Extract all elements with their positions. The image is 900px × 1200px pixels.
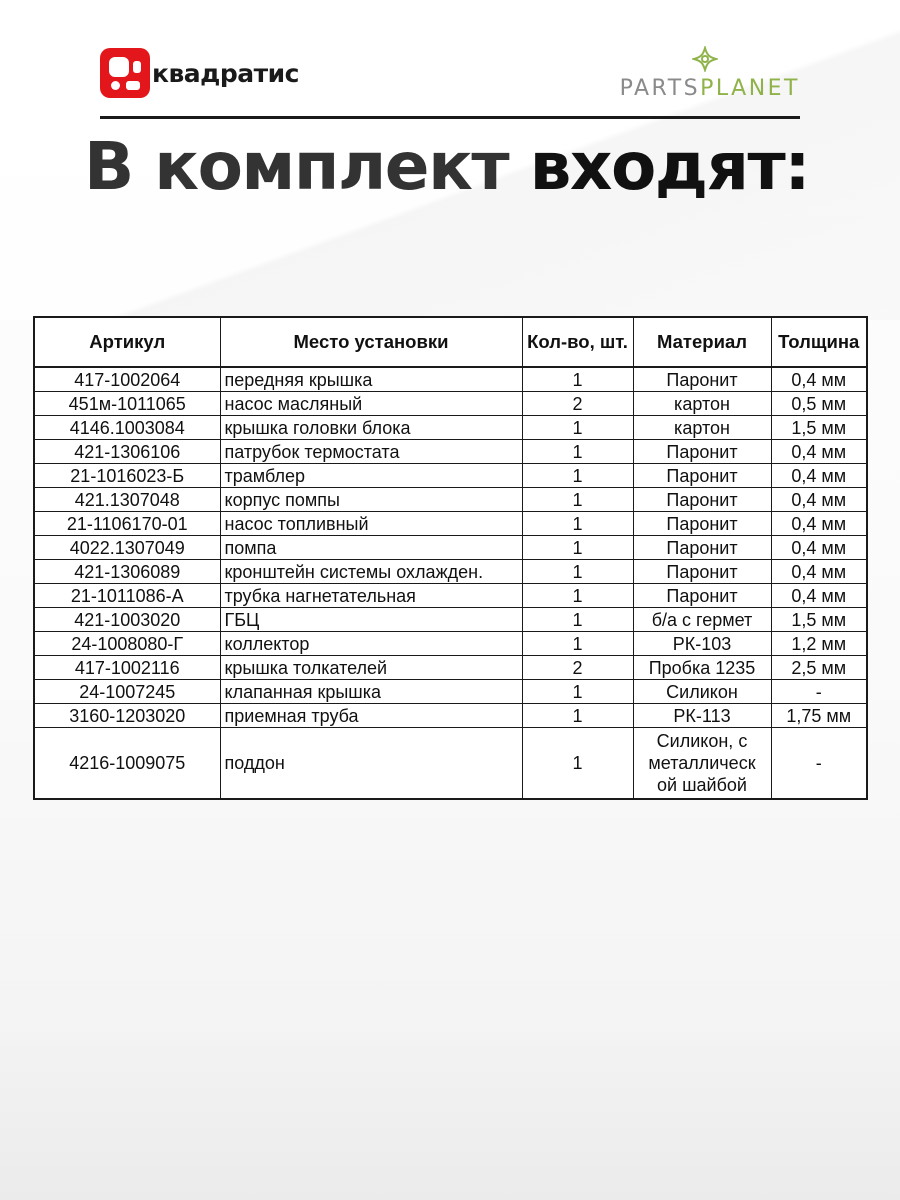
cell-location: насос топливный [220,512,522,536]
cell-article: 3160-1203020 [34,704,220,728]
cell-thickness: 1,2 мм [771,632,867,656]
cell-thickness: 0,4 мм [771,464,867,488]
cell-material: Паронит [633,440,771,464]
cell-thickness: 0,4 мм [771,440,867,464]
cell-quantity: 1 [522,440,633,464]
table-row [34,512,867,536]
cell-location: трубка нагнетательная [220,584,522,608]
table-row [34,680,867,704]
cell-quantity: 1 [522,512,633,536]
cell-thickness: 1,75 мм [771,704,867,728]
cell-article: 4146.1003084 [34,416,220,440]
header-divider [100,116,800,119]
cell-material: Паронит [633,560,771,584]
table-row [34,488,867,512]
cell-quantity: 1 [522,608,633,632]
partsplanet-logo-text: PARTSPLANET [619,76,800,101]
cell-article: 417-1002116 [34,656,220,680]
cell-material: б/а с гермет [633,608,771,632]
cell-material: Силикон, с металлическ ой шайбой [633,728,771,800]
cell-article: 24-1008080-Г [34,632,220,656]
cell-material: РК-103 [633,632,771,656]
cell-quantity: 2 [522,656,633,680]
table-header-row [34,317,867,367]
cell-article: 4216-1009075 [34,728,220,800]
table-row [34,704,867,728]
cell-material: картон [633,416,771,440]
cell-material: РК-113 [633,704,771,728]
header-location: Место установки [220,317,522,367]
cell-article: 421-1306106 [34,440,220,464]
cell-location: передняя крышка [220,367,522,392]
cell-location: ГБЦ [220,608,522,632]
table-row [34,656,867,680]
cell-quantity: 1 [522,488,633,512]
cell-quantity: 2 [522,392,633,416]
cell-thickness: 1,5 мм [771,416,867,440]
table-row [34,536,867,560]
cell-quantity: 1 [522,728,633,800]
partsplanet-star-icon [692,46,718,72]
cell-quantity: 1 [522,560,633,584]
cell-thickness: 0,4 мм [771,584,867,608]
cell-quantity: 1 [522,367,633,392]
cell-location: поддон [220,728,522,800]
cell-thickness: 0,4 мм [771,367,867,392]
cell-material: Паронит [633,584,771,608]
cell-material: Паронит [633,536,771,560]
table-row [34,367,867,392]
header-material: Материал [633,317,771,367]
cell-article: 21-1011086-А [34,584,220,608]
cell-article: 24-1007245 [34,680,220,704]
cell-location: корпус помпы [220,488,522,512]
table-row [34,728,867,800]
cell-location: помпа [220,536,522,560]
cell-quantity: 1 [522,584,633,608]
partsplanet-logo [610,46,800,102]
cell-thickness: 0,4 мм [771,560,867,584]
header-article: Артикул [34,317,220,367]
cell-article: 4022.1307049 [34,536,220,560]
cell-material: Паронит [633,464,771,488]
table-row [34,560,867,584]
cell-article: 421-1003020 [34,608,220,632]
cell-location: крышка головки блока [220,416,522,440]
cell-thickness: 2,5 мм [771,656,867,680]
cell-material: Паронит [633,488,771,512]
cell-material: картон [633,392,771,416]
header-quantity: Кол-во, шт. [522,317,633,367]
table-row [34,392,867,416]
cell-thickness: 0,4 мм [771,512,867,536]
table-row [34,608,867,632]
cell-location: клапанная крышка [220,680,522,704]
cell-thickness: 0,5 мм [771,392,867,416]
table-row [34,440,867,464]
cell-thickness: 0,4 мм [771,488,867,512]
cell-quantity: 1 [522,704,633,728]
cell-location: коллектор [220,632,522,656]
cell-location: крышка толкателей [220,656,522,680]
table-row [34,416,867,440]
cell-quantity: 1 [522,536,633,560]
table-row [34,464,867,488]
cell-location: приемная труба [220,704,522,728]
cell-article: 421.1307048 [34,488,220,512]
cell-article: 417-1002064 [34,367,220,392]
kvadratis-logo-text: квадратис [152,58,299,88]
cell-thickness: 1,5 мм [771,608,867,632]
cell-article: 421-1306089 [34,560,220,584]
cell-quantity: 1 [522,680,633,704]
cell-location: патрубок термостата [220,440,522,464]
page-title: В комплект входят: [84,128,810,205]
cell-location: трамблер [220,464,522,488]
cell-article: 21-1106170-01 [34,512,220,536]
cell-article: 451м-1011065 [34,392,220,416]
cell-thickness: 0,4 мм [771,536,867,560]
cell-location: кронштейн системы охлажден. [220,560,522,584]
cell-quantity: 1 [522,632,633,656]
table-row [34,632,867,656]
table-row [34,584,867,608]
kvadratis-logo [100,48,299,98]
cell-article: 21-1016023-Б [34,464,220,488]
header-thickness: Толщина [771,317,867,367]
cell-material: Пробка 1235 [633,656,771,680]
cell-quantity: 1 [522,464,633,488]
kvadratis-logo-icon [100,48,150,98]
cell-quantity: 1 [522,416,633,440]
cell-location: насос масляный [220,392,522,416]
cell-thickness: - [771,728,867,800]
cell-thickness: - [771,680,867,704]
cell-material: Паронит [633,512,771,536]
cell-material: Паронит [633,367,771,392]
parts-table [33,316,868,800]
cell-material: Силикон [633,680,771,704]
